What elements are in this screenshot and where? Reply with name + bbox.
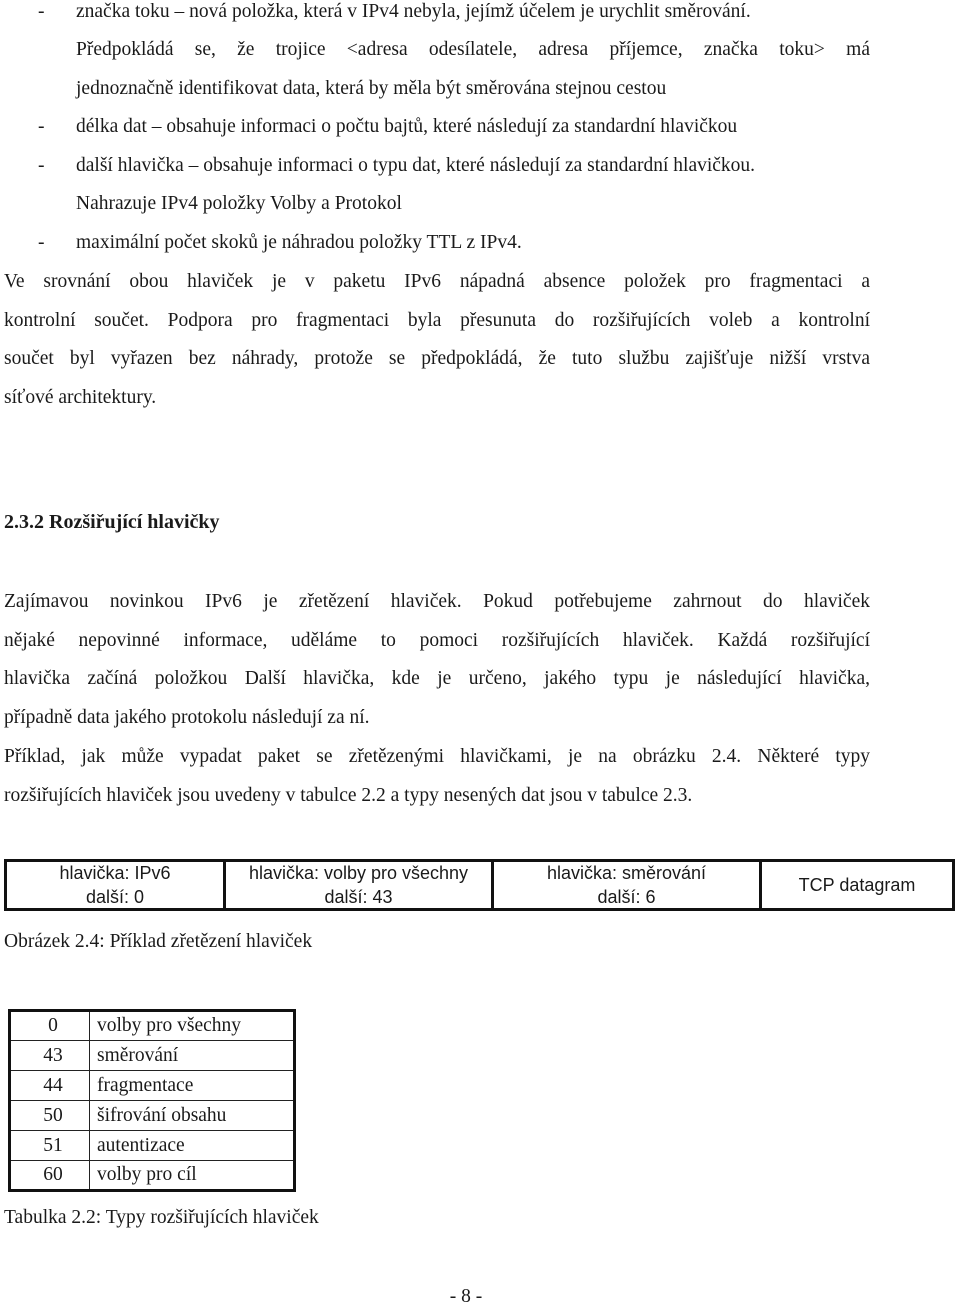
header-box-next: další: 0 <box>85 887 145 907</box>
list-text: další hlavička – obsahuje informaci o typu dat, které následují za standardní hlavičkou. <box>76 155 756 176</box>
paragraph-line: Zajímavou novinkou IPv6 je zřetězení hlaviček. Pokud potřebujeme zahrnout do hlaviček <box>4 591 870 612</box>
table-cell-name: fragmentace <box>90 1071 295 1101</box>
list-text: Předpokládá se, že trojice <adresa odesílatele, adresa příjemce, značka toku> má <box>76 39 870 60</box>
table-row <box>10 1011 295 1041</box>
table-caption: Tabulka 2.2: Typy rozšiřujících hlaviček <box>4 1207 319 1228</box>
paragraph-line: nějaké nepovinné informace, uděláme to pomoci rozšiřujících hlaviček. Každá rozšiřující <box>4 630 870 651</box>
table-cell-name: šifrování obsahu <box>90 1101 295 1131</box>
table-row <box>10 1131 295 1161</box>
page-number: - 8 - <box>449 1286 483 1307</box>
header-box-title: TCP datagram <box>798 875 916 895</box>
table-cell-code: 51 <box>10 1131 90 1161</box>
table-cell-name: autentizace <box>90 1131 295 1161</box>
table-row <box>10 1101 295 1131</box>
header-box-next: další: 6 <box>597 887 656 907</box>
paragraph-line: Příklad, jak může vypadat paket se zřetězenými hlavičkami, je na obrázku 2.4. Některé typy <box>4 746 870 767</box>
header-box-options <box>226 862 494 908</box>
paragraph-line: hlavička začíná položkou Další hlavička, kde je určeno, jakého typu je následující hlavička, <box>4 668 870 689</box>
paragraph-line: součet byl vyřazen bez náhrady, protože se předpokládá, že tuto službu zajišťuje nižší vrstva <box>4 348 870 369</box>
list-dash: - <box>38 116 45 137</box>
table-cell-code: 44 <box>10 1071 90 1101</box>
paragraph-line: rozšiřujících hlaviček jsou uvedeny v tabulce 2.2 a typy nesených dat jsou v tabulce 2.3. <box>4 785 693 806</box>
figure-caption: Obrázek 2.4: Příklad zřetězení hlaviček <box>4 931 313 952</box>
paragraph-line: případně data jakého protokolu následují za ní. <box>4 707 370 728</box>
table-row <box>10 1161 295 1191</box>
extension-types-table <box>8 1009 296 1192</box>
paragraph-line: kontrolní součet. Podpora pro fragmentaci byla přesunuta do rozšiřujících voleb a kontrolní <box>4 310 870 331</box>
list-text: Nahrazuje IPv4 položky Volby a Protokol <box>76 193 402 214</box>
list-text: maximální počet skoků je náhradou položky TTL z IPv4. <box>76 232 522 253</box>
paragraph-line: Ve srovnání obou hlaviček je v paketu IPv6 nápadná absence položek pro fragmentaci a <box>4 271 870 292</box>
header-box-ipv6 <box>7 862 226 908</box>
header-box-tcp <box>762 862 952 908</box>
table-cell-name: volby pro všechny <box>90 1011 295 1041</box>
list-dash: - <box>38 155 45 176</box>
header-box-title: hlavička: IPv6 <box>59 863 171 883</box>
table-cell-name: směrování <box>90 1041 295 1071</box>
header-chain-figure <box>4 859 955 911</box>
paragraph-line: síťové architektury. <box>4 387 157 408</box>
table-cell-code: 0 <box>10 1011 90 1041</box>
header-box-routing <box>494 862 762 908</box>
table-row <box>10 1041 295 1071</box>
list-dash: - <box>38 232 45 253</box>
list-dash: - <box>38 1 45 22</box>
list-text: jednoznačně identifikovat data, která by měla být směrována stejnou cestou <box>76 78 667 99</box>
header-box-next: další: 43 <box>324 887 393 907</box>
table-cell-name: volby pro cíl <box>90 1161 295 1191</box>
header-box-title: hlavička: volby pro všechny <box>248 863 469 883</box>
section-heading: 2.3.2 Rozšiřující hlavičky <box>4 511 220 533</box>
table-row <box>10 1071 295 1101</box>
list-text: značka toku – nová položka, která v IPv4 nebyla, jejímž účelem je urychlit směrování. <box>76 1 751 22</box>
table-cell-code: 50 <box>10 1101 90 1131</box>
table-cell-code: 60 <box>10 1161 90 1191</box>
header-box-title: hlavička: směrování <box>546 863 707 883</box>
table-cell-code: 43 <box>10 1041 90 1071</box>
list-text: délka dat – obsahuje informaci o počtu bajtů, které následují za standardní hlavičkou <box>76 116 738 137</box>
